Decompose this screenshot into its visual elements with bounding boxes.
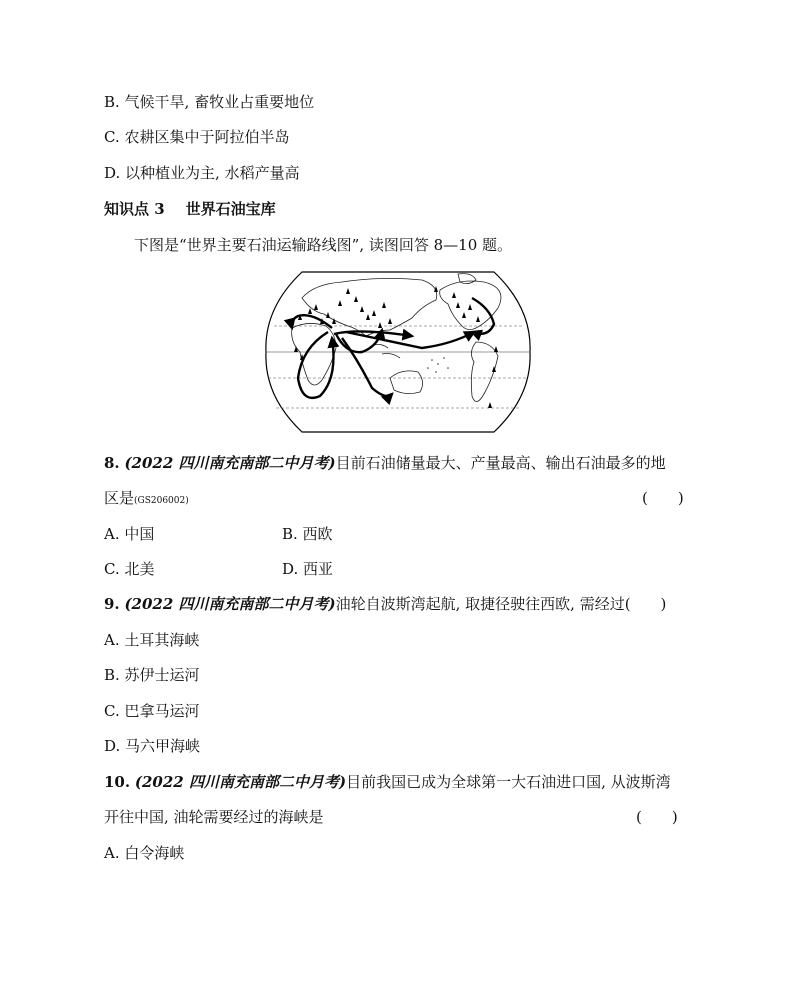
section-heading bbox=[104, 199, 276, 219]
section-title: 世界石油宝库 bbox=[185, 200, 276, 218]
q8-option-d: D. 西亚 bbox=[282, 560, 334, 578]
q10-answer-blank[interactable]: ( ) bbox=[636, 808, 678, 826]
q8-answer-blank[interactable]: ( ) bbox=[642, 489, 684, 507]
q8-code: (GS206002) bbox=[134, 496, 189, 506]
q10-number: 10. bbox=[104, 773, 131, 791]
q9-number: 9. bbox=[104, 595, 120, 613]
q10-option-a: A. 白令海峡 bbox=[104, 844, 185, 862]
q10-text-line2: 开往中国, 油轮需要经过的海峡是 bbox=[104, 808, 324, 826]
world-oil-route-map bbox=[262, 268, 534, 436]
q10-line1 bbox=[104, 772, 671, 792]
option-b: B. 气候干旱, 畜牧业占重要地位 bbox=[104, 93, 315, 111]
q8-option-c: C. 北美 bbox=[104, 560, 155, 578]
q10-text-line1: 目前我国已成为全球第一大石油进口国, 从波斯湾 bbox=[346, 773, 671, 791]
intro-text: 下图是“世界主要石油运输路线图”, 读图回答 8—10 题。 bbox=[134, 236, 513, 254]
q9-source: (2022 四川南充南部二中月考) bbox=[124, 595, 336, 613]
q8-text-line2: 区是 bbox=[104, 489, 135, 507]
q9-line1 bbox=[104, 594, 666, 614]
q9-option-d: D. 马六甲海峡 bbox=[104, 737, 201, 755]
option-c: C. 农耕区集中于阿拉伯半岛 bbox=[104, 128, 290, 146]
q8-line1 bbox=[104, 453, 666, 473]
q9-option-a: A. 土耳其海峡 bbox=[104, 631, 200, 649]
q8-text-line1: 目前石油储量最大、产量最高、输出石油最多的地 bbox=[335, 454, 666, 472]
option-d: D. 以种植业为主, 水稻产量高 bbox=[104, 164, 300, 182]
q8-source: (2022 四川南充南部二中月考) bbox=[124, 454, 336, 472]
q8-line2 bbox=[104, 488, 189, 511]
q9-option-c: C. 巴拿马运河 bbox=[104, 702, 200, 720]
q8-option-b: B. 西欧 bbox=[282, 525, 333, 543]
q8-option-a: A. 中国 bbox=[104, 525, 155, 543]
q10-source: (2022 四川南充南部二中月考) bbox=[134, 773, 347, 791]
q9-option-b: B. 苏伊士运河 bbox=[104, 666, 200, 684]
q8-number: 8. bbox=[104, 454, 120, 472]
q9-text: 油轮自波斯湾起航, 取捷径驶往西欧, 需经过( ) bbox=[335, 595, 667, 613]
section-label: 知识点 3 bbox=[104, 200, 165, 218]
